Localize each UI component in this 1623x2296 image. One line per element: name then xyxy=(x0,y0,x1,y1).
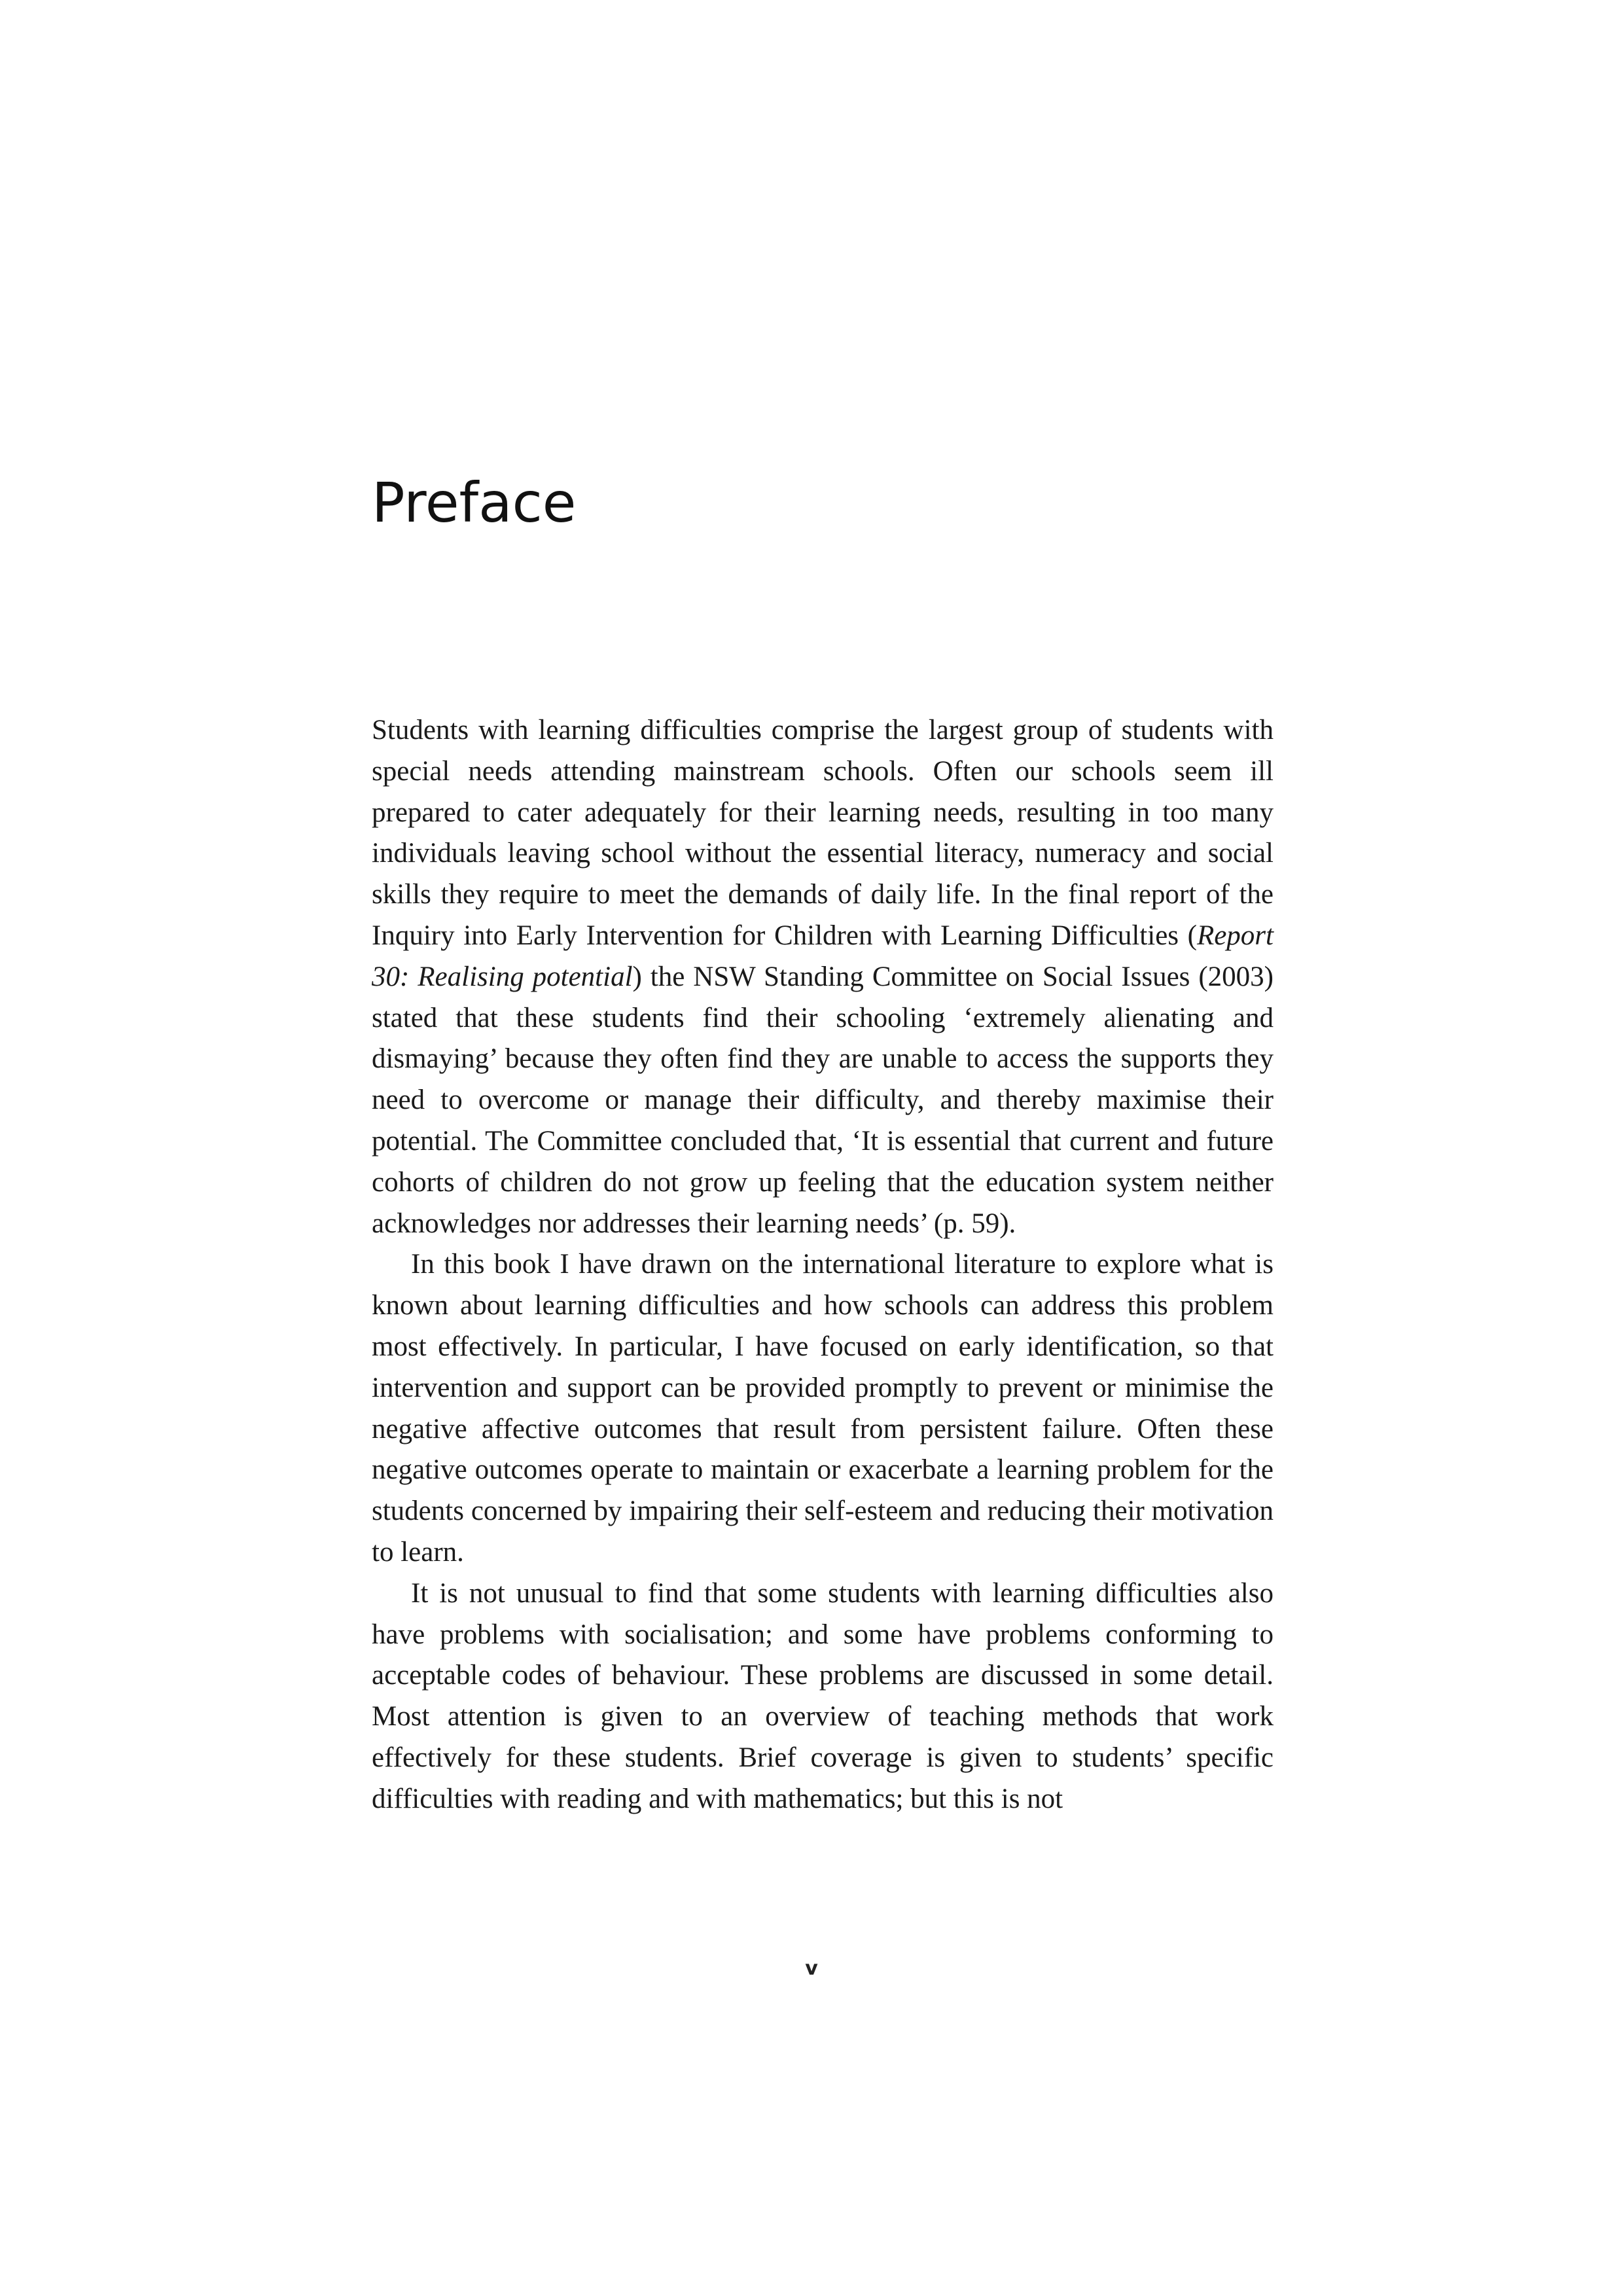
chapter-title: Preface xyxy=(372,471,577,535)
paragraph-3: It is not unusual to find that some students with learning difficulties also have problems with socialisation; and some have problems conforming to acceptable codes of behaviour. These problems are discussed in some detail. Most attention is given to an overview of teaching methods that work effectively for these students. Brief coverage is given to students’ specific difficulties with reading and with mathematics; but this is not xyxy=(372,1577,1274,1814)
paragraph-1-text-b: ) the NSW Standing Committee on Social Issues (2003) stated that these students find their schooling ‘extremely alienating and dismaying’ because they often find they are unable to access the supports they need to overcome or manage their difficulty, and thereby maximise their potential. The Committee concluded that, ‘It is essential that current and future cohorts of children do not grow up feeling that the education system neither acknowledges nor addresses their learning needs’ (p. 59). xyxy=(372,961,1274,1239)
paragraph-1-text-a: Students with learning difficulties comprise the largest group of students with special needs attending mainstream schools. Often our schools seem ill prepared to cater adequately for their learning needs, resulting in too many individuals leaving school without the essential literacy, numeracy and social skills they require to meet the demands of daily life. In the final report of the Inquiry into Early Intervention for Children with Learning Difficulties ( xyxy=(372,715,1274,951)
paragraph-1 xyxy=(372,710,1274,1244)
report-title-italic: Report 30: Realising potential xyxy=(372,920,1274,992)
preface-body xyxy=(372,710,1274,1820)
page-number: v xyxy=(805,1957,818,1980)
paragraph-2: In this book I have drawn on the international literature to explore what is known about learning difficulties and how schools can address this problem most effectively. In particular, I have focused on early identification, so that intervention and support can be provided promptly to prevent or minimise the negative affective outcomes that result from persistent failure. Often these negative outcomes operate to maintain or exacerbate a learning problem for the students concerned by impairing their self-esteem and reducing their motivation to learn. xyxy=(372,1249,1274,1568)
